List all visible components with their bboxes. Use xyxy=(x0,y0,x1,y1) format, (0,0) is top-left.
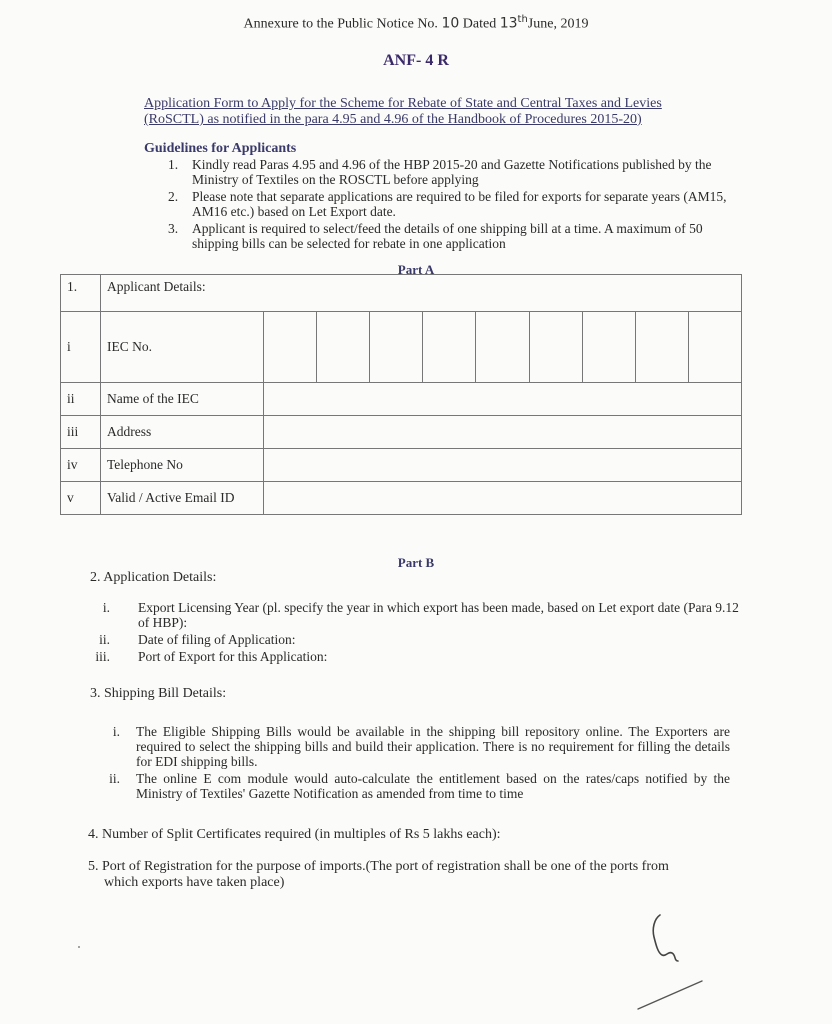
table-row xyxy=(61,449,742,482)
field-label: Telephone No xyxy=(101,449,264,482)
iec-digit-box[interactable] xyxy=(317,312,370,382)
title-line-2: (RoSCTL) as notified in the para 4.95 and 4.96 of the Handbook of Procedures 2015-20) xyxy=(144,112,642,127)
iec-digit-box[interactable] xyxy=(264,312,317,382)
field-label: Valid / Active Email ID xyxy=(101,482,264,515)
split-certificates-heading: 4. Number of Split Certificates required (in multiples of Rs 5 lakhs each): xyxy=(88,827,501,842)
row-number: v xyxy=(61,482,101,515)
item-text: Date of filing of Application: xyxy=(138,632,296,647)
port-registration-line-1: 5. Port of Registration for the purpose of imports.(The port of registration shall be one of the ports from xyxy=(88,859,669,874)
application-details-list xyxy=(90,600,740,666)
dated-label: Dated xyxy=(462,16,497,32)
date-suffix: th xyxy=(517,14,528,25)
item-number: i. xyxy=(102,600,110,615)
form-number: ANF- 4 R xyxy=(383,52,449,69)
port-registration-line-2: which exports have taken place) xyxy=(104,875,285,890)
date-day: 13 xyxy=(499,15,518,32)
guideline-text: Applicant is required to select/feed the details of one shipping bill at a time. A maximum of 50 shipping bills can be selected for rebate in one application xyxy=(192,221,703,251)
email-field[interactable] xyxy=(264,482,742,515)
part-a-title: Part A xyxy=(397,262,435,277)
guideline-item xyxy=(168,221,736,251)
row-number: iv xyxy=(61,449,101,482)
iec-digit-box[interactable] xyxy=(689,312,741,382)
list-item xyxy=(90,649,740,664)
table-row xyxy=(61,275,742,312)
telephone-field[interactable] xyxy=(264,449,742,482)
item-text: Export Licensing Year (pl. specify the year in which export has been made, based on Let export date (Para 9.12 of HBP): xyxy=(138,600,739,630)
item-number: iii. xyxy=(95,649,110,664)
row-number: i xyxy=(61,312,101,383)
iec-digit-boxes xyxy=(264,312,741,382)
part-b-title: Part B xyxy=(397,555,435,570)
shipping-bill-details-heading: 3. Shipping Bill Details: xyxy=(90,686,227,701)
guideline-item xyxy=(168,157,736,187)
signature-mark xyxy=(630,905,710,1015)
row-number: ii xyxy=(61,383,101,416)
table-row xyxy=(61,312,742,383)
notice-number: 10 xyxy=(441,15,460,32)
row-number: 1. xyxy=(61,275,101,312)
list-item xyxy=(90,600,740,630)
list-item xyxy=(100,771,730,801)
address-field[interactable] xyxy=(264,416,742,449)
item-number: i. xyxy=(112,724,120,739)
item-number: ii. xyxy=(99,632,110,647)
guideline-text: Kindly read Paras 4.95 and 4.96 of the HBP 2015-20 and Gazette Notifications published by the Ministry of Textiles on the ROSCTL before applying xyxy=(192,157,712,187)
iec-digit-box[interactable] xyxy=(370,312,423,382)
iec-digit-box[interactable] xyxy=(476,312,529,382)
list-item xyxy=(90,632,740,647)
signature-icon xyxy=(630,905,710,1010)
iec-name-field[interactable] xyxy=(264,383,742,416)
guidelines-heading: Guidelines for Applicants xyxy=(144,141,297,156)
port-of-registration-heading xyxy=(88,859,728,891)
field-label: IEC No. xyxy=(101,312,264,383)
guideline-number: 3. xyxy=(168,221,179,236)
scan-speck xyxy=(78,946,80,948)
guideline-number: 2. xyxy=(168,189,179,204)
annexure-prefix: Annexure to the Public Notice No. xyxy=(243,16,438,32)
application-title xyxy=(144,96,744,128)
item-number: ii. xyxy=(109,771,120,786)
iec-digit-box[interactable] xyxy=(636,312,689,382)
guideline-number: 1. xyxy=(168,157,179,172)
guideline-item xyxy=(168,189,736,219)
item-text: Port of Export for this Application: xyxy=(138,649,328,664)
field-label: Address xyxy=(101,416,264,449)
annexure-line xyxy=(0,14,832,33)
table-row xyxy=(61,416,742,449)
applicant-details-heading: Applicant Details: xyxy=(101,275,742,312)
item-text: The online E com module would auto-calculate the entitlement based on the rates/caps notified by the Ministry of Textiles' Gazette Notification as amended from time to time xyxy=(136,771,730,801)
iec-digit-box[interactable] xyxy=(530,312,583,382)
item-text: The Eligible Shipping Bills would be available in the shipping bill repository online. The Exporters are required to select the shipping bills and build their application. There is no requirement for filling the details for EDI shipping bills. xyxy=(136,724,730,769)
guideline-text: Please note that separate applications are required to be filed for exports for separate years (AM15, AM16 etc.) based on Let Export date. xyxy=(192,189,727,219)
field-label: Name of the IEC xyxy=(101,383,264,416)
title-line-1: Application Form to Apply for the Scheme for Rebate of State and Central Taxes and Levies xyxy=(144,96,662,111)
application-details-heading: 2. Application Details: xyxy=(90,570,217,585)
iec-digit-box[interactable] xyxy=(423,312,476,382)
table-row xyxy=(61,383,742,416)
applicant-details-table xyxy=(60,274,742,515)
list-item xyxy=(100,724,730,769)
row-number: iii xyxy=(61,416,101,449)
table-row xyxy=(61,482,742,515)
guidelines-list xyxy=(168,157,736,253)
shipping-bill-details-list xyxy=(100,724,730,803)
iec-number-field[interactable] xyxy=(264,312,742,383)
date-rest: June, 2019 xyxy=(527,16,589,32)
iec-digit-box[interactable] xyxy=(583,312,636,382)
